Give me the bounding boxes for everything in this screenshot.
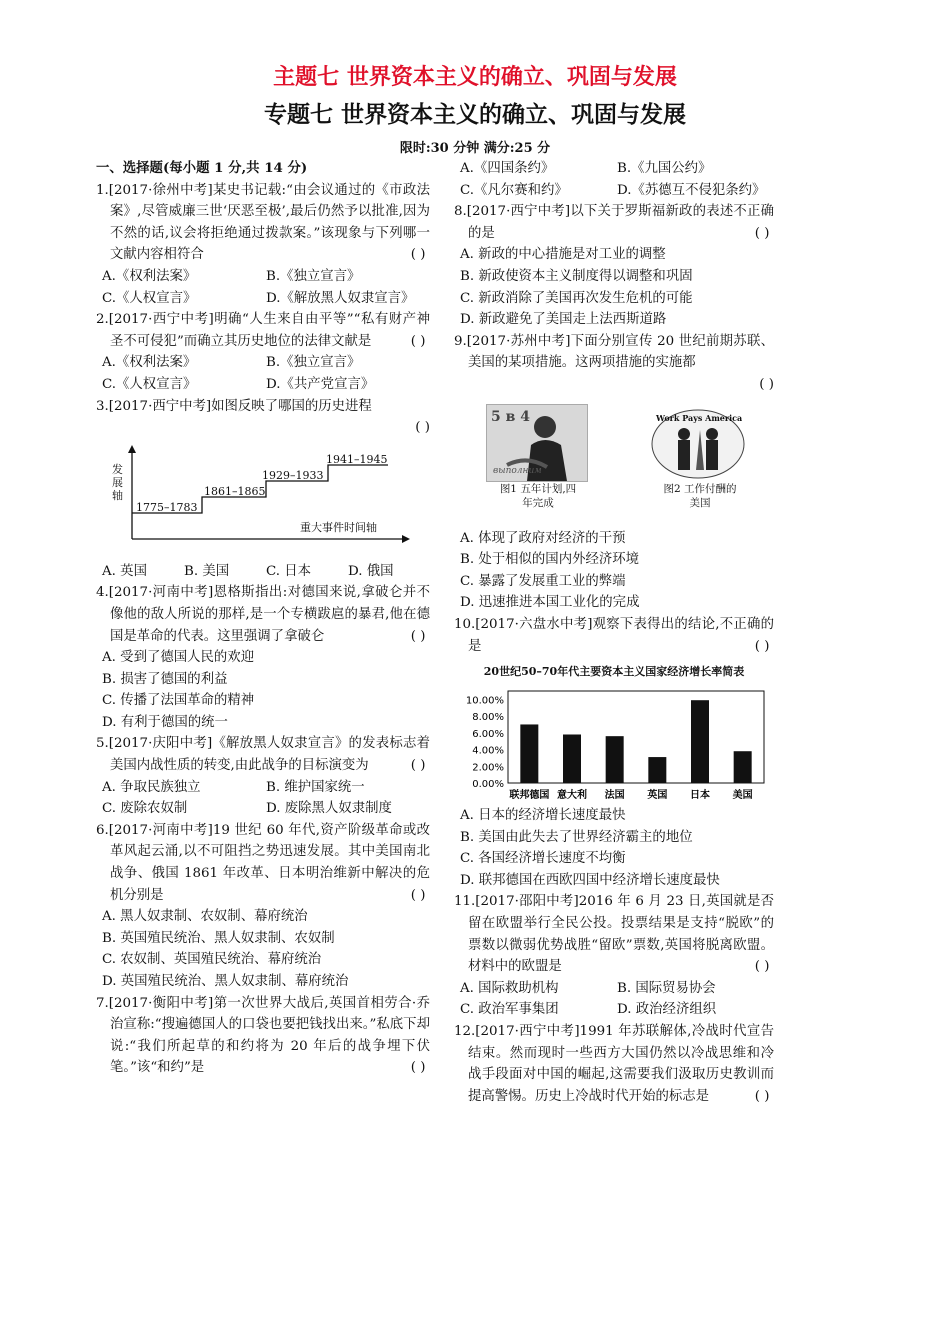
question-6: 6.[2017·河南中考]19 世纪 60 年代,资产阶级革命或改革风起云涌,以不可阻挡之势迅速发展。其中美国南北战争、俄国 1861 年改革、日本明治维新中解决的危机分别是 ( ) <box>96 822 430 903</box>
q1-option-d[interactable]: D.《解放黑人奴隶宣言》 <box>266 290 415 306</box>
x-tick-label: 美国 <box>732 789 753 801</box>
q9-option-c[interactable]: C. 暴露了发展重工业的弊端 <box>460 573 626 589</box>
q3-option-b[interactable]: B. 美国 <box>184 563 230 579</box>
q5-option-b[interactable]: B. 维护国家统一 <box>266 779 365 795</box>
question-12: 12.[2017·西宁中考]1991 年苏联解体,冷战时代宣告结束。然而现时一些西方大国仍然以冷战思维和冷战手段面对中国的崛起,这需要我们汲取历史教训而提高警惕。历史上冷战时代开始的标志是 ( ) <box>454 1024 774 1104</box>
q11-option-a[interactable]: A. 国际救助机构 <box>460 980 559 996</box>
q6-option-a[interactable]: A. 黑人奴隶制、农奴制、幕府统治 <box>102 909 308 925</box>
q2-option-d[interactable]: D.《共产党宣言》 <box>266 376 375 392</box>
question-11: 11.[2017·邵阳中考]2016 年 6 月 23 日,英国就是否留在欧盟举行全民公投。投票结果是支持“脱欧”的票数以微弱优势战胜“留欧”票数,英国将脱离欧盟。材料中的欧盟是 ( ) <box>454 894 774 975</box>
figure-2-caption: 图2 工作付酬的美国 <box>663 482 737 509</box>
q7-option-a[interactable]: A.《四国条约》 <box>460 161 555 176</box>
q3-step-3: 1929–1933 <box>262 468 324 482</box>
q3-option-a[interactable]: A. 英国 <box>102 563 147 579</box>
time-limit: 限时:30 分钟 满分:25 分 <box>399 141 551 156</box>
q3-step-figure <box>96 443 430 555</box>
q3-step-4: 1941–1945 <box>326 452 388 466</box>
q4-option-b[interactable]: B. 损害了德国的利益 <box>102 671 228 687</box>
q8-option-c[interactable]: C. 新政消除了美国再次发生危机的可能 <box>460 290 693 306</box>
right-column: A.《四国条约》 B.《九国公约》 C.《凡尔赛和约》 D.《苏德互不侵犯条约》 8.[2017·西宁中考]以下关于罗斯福新政的表述不正确的是 ( ) A. 新政的中心措施是对工业的调整 B. 新政使资本主义制度得以调整和巩固 C. 新政消除了美国再次发生危机的可能 D. 新政避免了美国走上法西斯道路 9.[2017·苏州中考]下面分别宣传 20 世纪前期苏联、美国的某项措施。这两项措施的实施都 ( ) 5 в 4 выполним Work Pays America 图1 五年计划,四年完成 图2 工作付酬的美国 A. 体现了政府对经济的干预 B. 处于相似的国内外经济环境 C. 暴露了发展重工业的弊端 D. 迅速推进本国工业化的完成 10.[2017·六盘水中考]观察下表得出的结论,不正确的是 ( ) 20世纪50–70年代主要资本主义国家经济增长率简表 0.00% 2.00% 4.00% 6.00% 8.00% 10.00% 联邦德国 意大利 法国 英国 日本 美国 A. 日本的经济增长速度最快 B. 美国由此失去了世界经济霸主的地位 C. 各国经济增长速度不均衡 D. 联邦德国在西欧四国中经济增长速度最快 11.[2017·邵阳中考]2016 年 6 月 23 日,英国就是否留在欧盟举行全民公投。投票结果是支持“脱欧”的票数以微弱优势战胜“留欧”票数,英国将脱离欧盟。材料中的欧盟是 ( ) A. 国际救助机构 B. 国际贸易协会 C. 政治军事集团 D. 政治经济组织 12.[2017·西宁中考]1991 年苏联解体,冷战时代宣告结束。然而现时一些西方大国仍然以冷战思维和冷战手段面对中国的崛起,这需要我们汲取历史教训而提高警惕。历史上冷战时代开始的标志是 ( ) <box>454 158 774 1107</box>
q2-option-a[interactable]: A.《权利法案》 <box>102 355 197 371</box>
question-3: 3.[2017·西宁中考]如图反映了哪国的历史进程 <box>96 398 372 414</box>
page-heading-red: 主题七 世界资本主义的确立、巩固与发展 <box>273 65 677 90</box>
poster-banner: Work Pays America <box>656 412 743 423</box>
q3-y-axis-label: 发展轴 <box>112 462 123 502</box>
q3-step-2: 1861–1865 <box>204 484 266 498</box>
q1-option-c[interactable]: C.《人权宣言》 <box>102 290 197 306</box>
q11-option-b[interactable]: B. 国际贸易协会 <box>617 980 716 996</box>
q10-option-c[interactable]: C. 各国经济增长速度不均衡 <box>460 851 626 867</box>
q6-option-c[interactable]: C. 农奴制、英国殖民统治、幕府统治 <box>102 952 322 968</box>
q7-option-b[interactable]: B.《九国公约》 <box>617 161 712 176</box>
q3-option-d[interactable]: D. 俄国 <box>348 563 394 579</box>
page-title: 专题七 世界资本主义的确立、巩固与发展 <box>263 102 686 128</box>
question-5: 5.[2017·庆阳中考]《解放黑人奴隶宣言》的发表标志着美国内战性质的转变,由此战争的目标演变为 ( ) <box>96 736 430 774</box>
q9-option-a[interactable]: A. 体现了政府对经济的干预 <box>460 530 626 546</box>
q10-option-a[interactable]: A. 日本的经济增长速度最快 <box>460 808 626 824</box>
question-8: 8.[2017·西宁中考]以下关于罗斯福新政的表述不正确的是 ( ) <box>454 204 774 241</box>
q5-option-c[interactable]: C. 废除农奴制 <box>102 801 188 817</box>
q9-option-d[interactable]: D. 迅速推进本国工业化的完成 <box>460 595 640 611</box>
five-year-plan-poster <box>486 404 588 482</box>
q10-option-d[interactable]: D. 联邦德国在西欧四国中经济增长速度最快 <box>460 872 720 888</box>
q3-step-1: 1775–1783 <box>136 500 198 514</box>
y-tick-label: 4.00% <box>472 745 504 757</box>
figure-1-caption: 图1 五年计划,四年完成 <box>499 482 577 509</box>
q4-option-c[interactable]: C. 传播了法国革命的精神 <box>102 693 255 709</box>
q5-option-a[interactable]: A. 争取民族独立 <box>102 779 201 795</box>
bar <box>606 736 624 783</box>
q6-option-d[interactable]: D. 英国殖民统治、黑人奴隶制、幕府统治 <box>102 974 349 989</box>
bar <box>734 751 752 783</box>
bar <box>563 734 581 783</box>
left-column: 一、选择题(每小题 1 分,共 14 分) 1.[2017·徐州中考]某史书记载:“由会议通过的《市政法案》,尽管威廉三世‘厌恶至极’,最后仍然予以批准,因为不然的话,议会将拒绝通过拨款案。”该现象与下列哪一文献内容相符合 ( ) A.《权利法案》 B.《独立宣言》 C.《人权宣言》 D.《解放黑人奴隶宣言》 2.[2017·西宁中考]明确“人生来自由平等”“私有财产神圣不可侵犯”而确立其历史地位的法律文献是 ( ) A.《权利法案》 B.《独立宣言》 C.《人权宣言》 D.《共产党宣言》 3.[2017·西宁中考]如图反映了哪国的历史进程 ( ) 发展轴 1775–1783 1861–1865 1929–1933 1941–1945 重大事件时间轴 A. 英国 B. 美国 C. 日本 D. 俄国 4.[2017·河南中考]恩格斯指出:对德国来说,拿破仑并不像他的敌人所说的那样,是一个专横跋扈的暴君,他在德国是革命的代表。这里强调了拿破仑 ( ) A. 受到了德国人民的欢迎 B. 损害了德国的利益 C. 传播了法国革命的精神 D. 有利于德国的统一 5.[2017·庆阳中考]《解放黑人奴隶宣言》的发表标志着美国内战性质的转变,由此战争的目标演变为 ( ) A. 争取民族独立 B. 维护国家统一 C. 废除农奴制 D. 废除黑人奴隶制度 6.[2017·河南中考]19 世纪 60 年代,资产阶级革命或改革风起云涌,以不可阻挡之势迅速发展。其中美国南北战争、俄国 1861 年改革、日本明治维新中解决的危机分别是 ( ) A. 黑人奴隶制、农奴制、幕府统治 B. 英国殖民统治、黑人奴隶制、农奴制 C. 农奴制、英国殖民统治、幕府统治 D. 英国殖民统治、黑人奴隶制、幕府统治 7.[2017·衡阳中考]第一次世界大战后,英国首相劳合·乔治宣称:“搜遍德国人的口袋也要把钱找出来。”私底下却说:“我们所起草的和约将为 20 年后的战争埋下伏笔。”该“和约”是 ( ) <box>96 158 430 1079</box>
q7-option-c[interactable]: C.《凡尔赛和约》 <box>460 182 568 198</box>
x-tick-label: 法国 <box>604 789 625 801</box>
chart-title: 20世纪50–70年代主要资本主义国家经济增长率简表 <box>483 665 745 679</box>
q10-option-b[interactable]: B. 美国由此失去了世界经济霸主的地位 <box>460 829 693 845</box>
question-9: 9.[2017·苏州中考]下面分别宣传 20 世纪前期苏联、美国的某项措施。这两项措施的实施都 <box>454 333 774 371</box>
x-tick-label: 日本 <box>690 789 710 801</box>
question-4: 4.[2017·河南中考]恩格斯指出:对德国来说,拿破仑并不像他的敌人所说的那样,是一个专横跋扈的暴君,他在德国是革命的代表。这里强调了拿破仑 ( ) <box>96 585 430 644</box>
poster-subtitle: выполним <box>493 465 542 476</box>
chart-frame <box>508 691 764 783</box>
bar <box>520 724 538 783</box>
q2-option-c[interactable]: C.《人权宣言》 <box>102 376 197 392</box>
y-tick-label: 8.00% <box>472 711 504 723</box>
q1-option-a[interactable]: A.《权利法案》 <box>102 268 197 284</box>
q6-option-b[interactable]: B. 英国殖民统治、黑人奴隶制、农奴制 <box>102 930 335 946</box>
y-tick-label: 2.00% <box>472 761 504 773</box>
q9-images <box>454 404 774 524</box>
q7-option-d[interactable]: D.《苏德互不侵犯条约》 <box>617 182 766 198</box>
y-tick-label: 10.00% <box>465 695 504 707</box>
y-tick-label: 6.00% <box>472 728 504 740</box>
q9-option-b[interactable]: B. 处于相似的国内外经济环境 <box>460 552 640 568</box>
question-7: 7.[2017·衡阳中考]第一次世界大战后,英国首相劳合·乔治宣称:“搜遍德国人的口袋也要把钱找出来。”私底下却说:“我们所起草的和约将为 20 年后的战争埋下伏笔。”该“和约”是 ( ) <box>96 995 430 1076</box>
q8-option-a[interactable]: A. 新政的中心措施是对工业的调整 <box>460 247 666 263</box>
poster-slogan: 5 в 4 <box>491 408 530 425</box>
x-tick-label: 意大利 <box>557 789 587 801</box>
question-1: 1.[2017·徐州中考]某史书记载:“由会议通过的《市政法案》,尽管威廉三世‘厌恶至极’,最后仍然予以批准,因为不然的话,议会将拒绝通过拨款案。”该现象与下列哪一文献内容相符合 ( ) <box>96 182 430 263</box>
q5-option-d[interactable]: D. 废除黑人奴隶制度 <box>266 801 392 817</box>
q11-option-d[interactable]: D. 政治经济组织 <box>617 1002 717 1018</box>
bar <box>648 757 666 783</box>
q1-option-b[interactable]: B.《独立宣言》 <box>266 268 361 284</box>
question-10: 10.[2017·六盘水中考]观察下表得出的结论,不正确的是 ( ) <box>454 616 774 654</box>
x-tick-label: 英国 <box>647 789 668 801</box>
q8-option-d[interactable]: D. 新政避免了美国走上法西斯道路 <box>460 312 667 328</box>
y-tick-label: 0.00% <box>472 778 504 790</box>
work-pays-america-poster <box>650 404 746 480</box>
q8-option-b[interactable]: B. 新政使资本主义制度得以调整和巩固 <box>460 268 693 284</box>
q4-option-d[interactable]: D. 有利于德国的统一 <box>102 714 228 730</box>
q2-option-b[interactable]: B.《独立宣言》 <box>266 355 361 371</box>
bar <box>691 700 709 783</box>
question-2: 2.[2017·西宁中考]明确“人生来自由平等”“私有财产神圣不可侵犯”而确立其历史地位的法律文献是 ( ) <box>96 312 430 349</box>
growth-rate-chart <box>454 661 774 801</box>
q3-option-c[interactable]: C. 日本 <box>266 563 312 579</box>
q4-option-a[interactable]: A. 受到了德国人民的欢迎 <box>102 650 255 666</box>
q3-x-axis-label: 重大事件时间轴 <box>300 520 377 534</box>
chart-svg <box>454 683 774 805</box>
section-title: 一、选择题(每小题 1 分,共 14 分) <box>96 160 308 176</box>
q11-option-c[interactable]: C. 政治军事集团 <box>460 1002 559 1018</box>
x-tick-label: 联邦德国 <box>509 789 550 801</box>
